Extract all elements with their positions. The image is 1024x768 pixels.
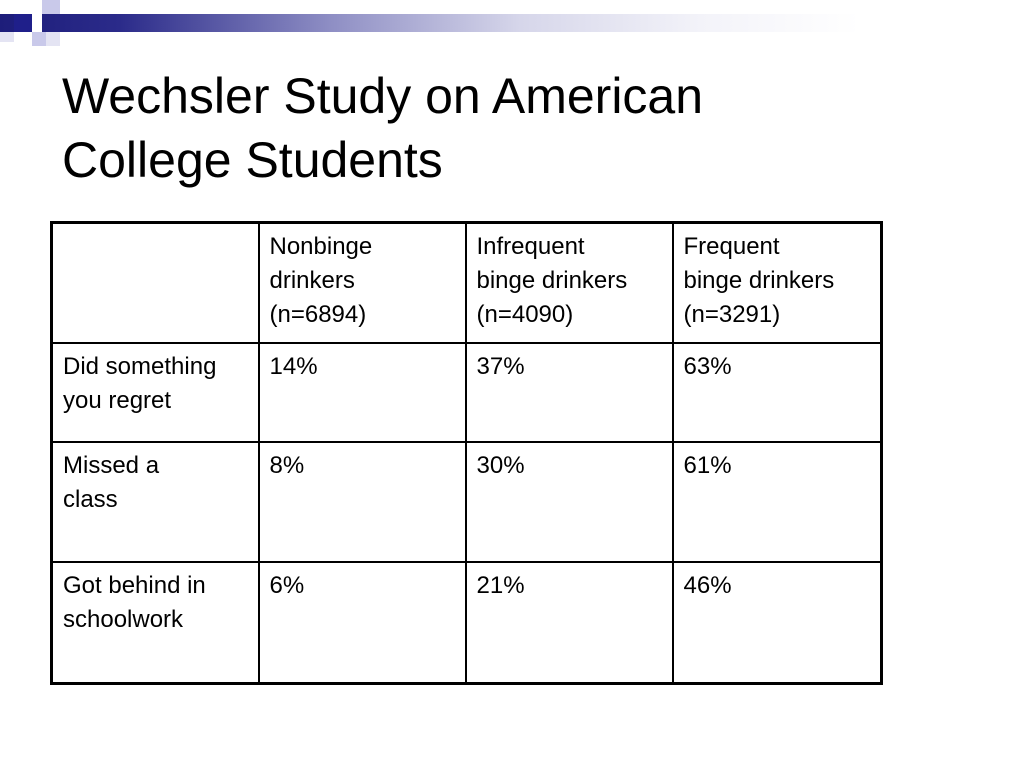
table-cell: 21% <box>466 562 673 683</box>
decorative-square <box>0 32 14 42</box>
column-header-nonbinge <box>259 223 466 344</box>
row-label-line: Missed a <box>63 452 160 479</box>
decorative-square <box>32 14 42 32</box>
row-label-line: Did something <box>63 353 217 380</box>
row-label <box>52 562 259 683</box>
decorative-square <box>32 32 46 46</box>
slide-title <box>62 64 962 192</box>
table-row <box>52 442 882 562</box>
row-label-line: class <box>63 486 118 513</box>
column-header-line: binge drinkers <box>476 267 628 294</box>
table-row <box>52 343 882 442</box>
slide-title-line-2: College Students <box>62 132 443 188</box>
table-corner-cell <box>52 223 259 344</box>
row-label-line: Got behind in <box>63 572 206 599</box>
table-cell: 61% <box>673 442 882 562</box>
column-header-line: (n=4090) <box>476 301 574 328</box>
table-header-row <box>52 223 882 344</box>
slide-title-line-1: Wechsler Study on American <box>62 68 704 124</box>
column-header-infrequent <box>466 223 673 344</box>
row-label <box>52 442 259 562</box>
column-header-line: Frequent <box>683 233 780 260</box>
row-label-line: schoolwork <box>63 606 184 633</box>
decorative-square <box>42 0 60 14</box>
column-header-line: binge drinkers <box>683 267 835 294</box>
table-cell: 6% <box>259 562 466 683</box>
column-header-line: Nonbinge <box>269 233 373 260</box>
table-cell: 8% <box>259 442 466 562</box>
column-header-line: (n=3291) <box>683 301 781 328</box>
table-cell: 63% <box>673 343 882 442</box>
row-label-line: you regret <box>63 387 172 414</box>
table-cell: 30% <box>466 442 673 562</box>
column-header-line: (n=6894) <box>269 301 367 328</box>
table-cell: 37% <box>466 343 673 442</box>
table-cell: 46% <box>673 562 882 683</box>
table-cell: 14% <box>259 343 466 442</box>
decorative-square <box>14 14 32 32</box>
column-header-line: Infrequent <box>476 233 585 260</box>
results-table <box>50 221 883 685</box>
column-header-line: drinkers <box>269 267 355 294</box>
row-label <box>52 343 259 442</box>
table-row <box>52 562 882 683</box>
column-header-frequent <box>673 223 882 344</box>
decorative-square <box>46 32 60 46</box>
header-gradient-bar <box>0 14 1024 32</box>
